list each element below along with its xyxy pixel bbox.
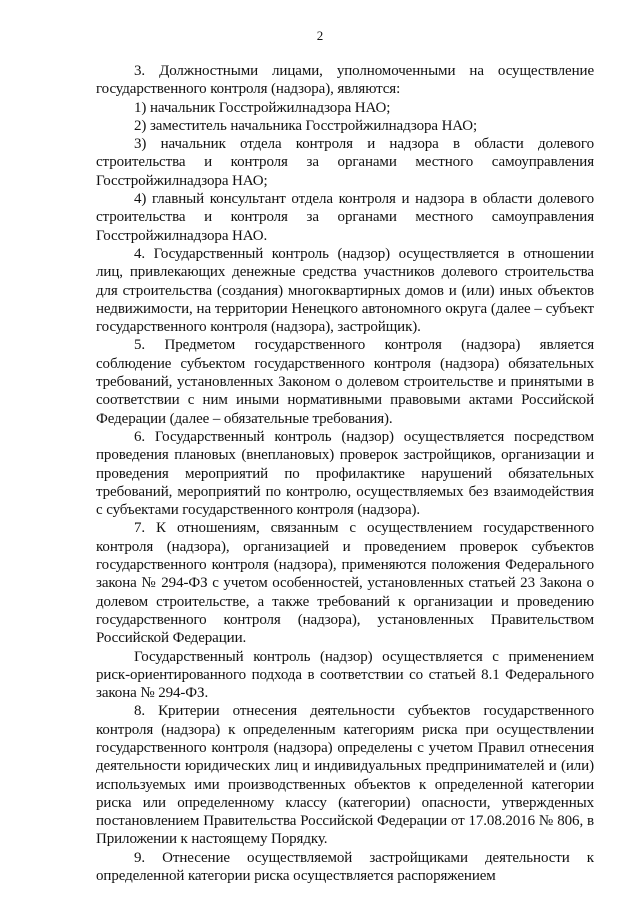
paragraph-8-criteria: 8. Критерии отнесения деятельности субъектов государственного контроля (надзора) к определенным категориям риска при осуществлении государственного контроля (надзора) определены с учетом Правил отнесения деятельности юридических лиц и индивидуальных предпринимателей и (или) используемых ими производственных объектов к определенной категории риска или определенному классу (категории) опасности, утвержденных постановлением Правительства Российской Федерации от 17.08.2016 № 806, в Приложении к настоящему Порядку. xyxy=(96,703,594,848)
paragraph-6-methods: 6. Государственный контроль (надзор) осуществляется посредством проведения плановых (внеплановых) проверок застройщиков, организации и проведения мероприятий по профилактике нарушений обязательных требований, мероприятий по контролю, осуществляемых без взаимодействия с субъектами государственного контроля (надзора). xyxy=(96,428,594,519)
paragraph-7-relations: 7. К отношениям, связанным с осуществлением государственного контроля (надзора), организацией и проведением проверок субъектов государственного контроля (надзора), применяются положения Федерального закона № 294-ФЗ с учетом особенностей, установленных статьей 23 Закона о долевом строительстве, а также требований к организации и проведению государственного контроля (надзора), установленных Правительством Российской Федерации. xyxy=(96,520,594,647)
list-item-2: 2) заместитель начальника Госстройжилнадзора НАО; xyxy=(134,117,478,134)
paragraph-4-scope: 4. Государственный контроль (надзор) осуществляется в отношении лиц, привлекающих денежные средства участников долевого строительства для строительства (создания) многоквартирных домов и (или) иных объектов недвижимости, на территории Ненецкого автономного округа (далее – субъект государственного контроля (надзора), застройщик). xyxy=(96,245,594,336)
page-number: 2 xyxy=(316,28,324,43)
paragraph-risk-approach: Государственный контроль (надзор) осуществляется с применением риск-ориентированного подхода в соответствии со статьей 8.1 Федерального закона № 294-ФЗ. xyxy=(96,648,594,702)
list-item-4: 4) главный консультант отдела контроля и надзора в области долевого строительства и контроля за органами местного самоуправления Госстройжилнадзора НАО. xyxy=(96,191,594,244)
document-body xyxy=(96,62,594,885)
list-item-1: 1) начальник Госстройжилнадзора НАО; xyxy=(134,99,391,116)
paragraph-3-officials: 3. Должностными лицами, уполномоченными на осуществление государственного контроля (надзора), являются: xyxy=(96,63,594,98)
paragraph-5-subject: 5. Предметом государственного контроля (надзора) является соблюдение субъектом государственного контроля (надзора) обязательных требований, установленных Законом о долевом строительстве и принятыми в соответствии с ним иными нормативными правовыми актами Российской Федерации (далее – обязательные требования). xyxy=(96,337,594,427)
paragraph-9-classification: 9. Отнесение осуществляемой застройщиками деятельности к определенной категории риска осуществляется распоряжением xyxy=(96,849,594,885)
list-item-3: 3) начальник отдела контроля и надзора в области долевого строительства и контроля за органами местного самоуправления Госстройжилнадзора НАО; xyxy=(96,136,594,189)
